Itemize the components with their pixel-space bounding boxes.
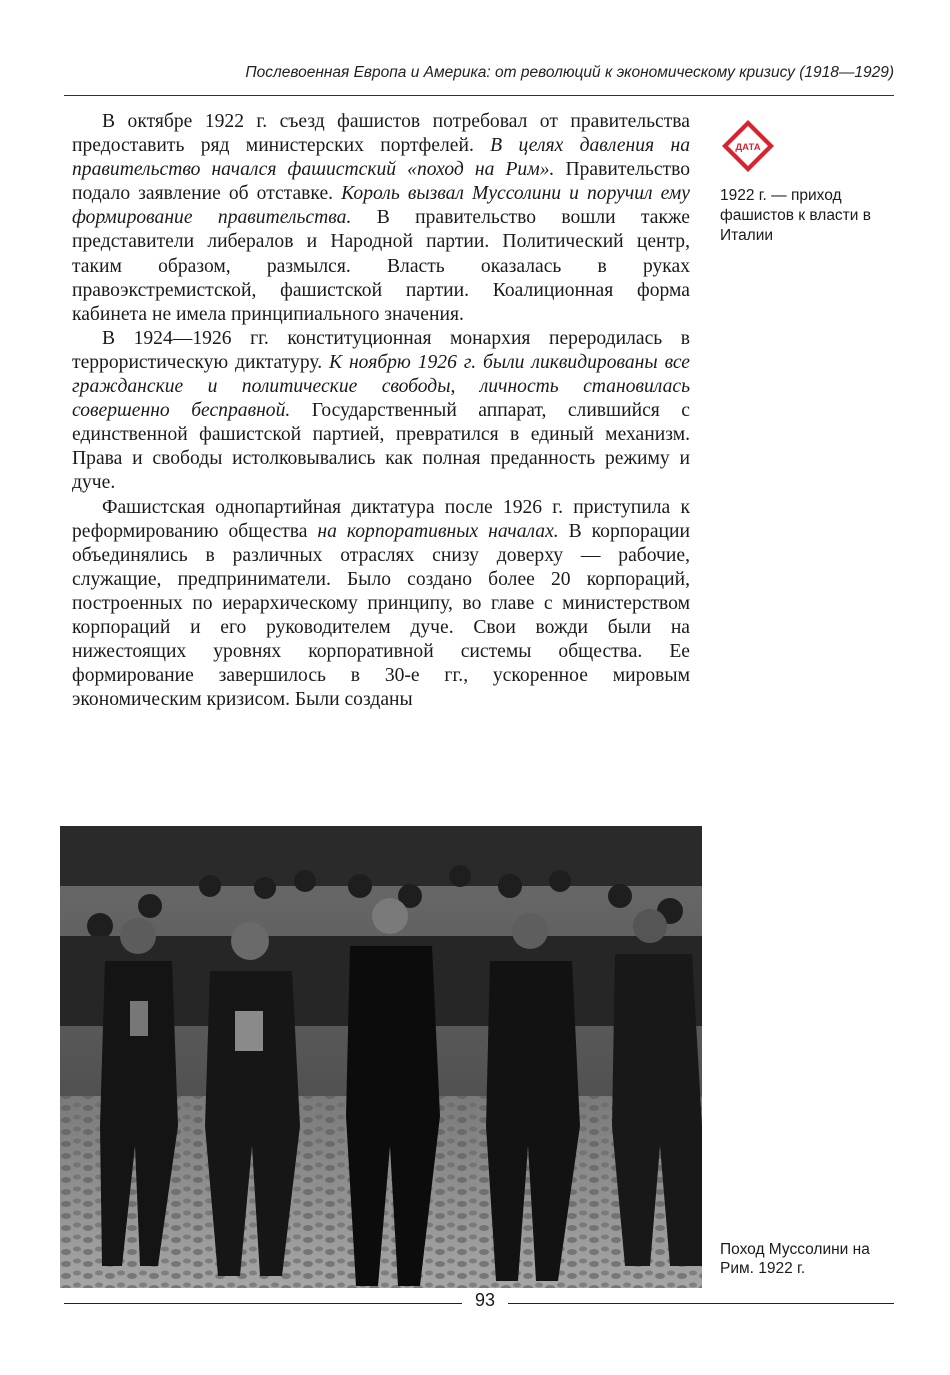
emphasis-run: К ноябрю 1926 г. были ликвидированы все гражданские и политические свободы, личность становилась совершенно бесправной. — [72, 351, 690, 422]
text-run: В правительство вошли также представители либералов и Народной партии. Политический центр, таким образом, размылся. Власть оказалась в руках правоэкстремистской, фашистской партии. Коалиционная форма кабинета не имела принципиального значения. — [72, 207, 691, 325]
header-rule — [64, 95, 894, 96]
text-run: Государственный аппарат, слившийся с единственной фашистской партией, превратился в единый механизм. Права и свободы истолковывались как полная преданность режиму и дуче. — [72, 400, 690, 494]
text-run: В 1924—1926 гг. конституционная монархия переродилась в террористическую диктатуру. — [72, 327, 690, 373]
footer-rule-right — [508, 1303, 894, 1304]
emphasis-run: Король вызвал Муссолини и поручил ему формирование правительства. — [72, 183, 690, 229]
page-number: 93 — [474, 1290, 496, 1310]
text-run: В корпорации объединялись в различных отраслях снизу доверху — рабочие, служащие, предприниматели. Было создано более 20 корпораций, построенных по иерархическому принципу, во главе с министерством корпораций и его руководителем дуче. Свои вожди были на нижестоящих уровнях корпоративной системы общества. Ее формирование завершилось в 30-е гг., ускоренное мировым экономическим кризисом. Были созданы — [72, 520, 690, 711]
footer-rule-left — [64, 1303, 462, 1304]
main-text-column — [72, 110, 690, 712]
emphasis-run: В целях давления на правительство начался фашистский «поход на Рим». — [72, 135, 690, 181]
photo-caption: Поход Муссолини на Рим. 1922 г. — [720, 1241, 870, 1277]
text-run: Правительство подало заявление об отставке. — [72, 159, 690, 205]
paragraph-3 — [72, 496, 690, 713]
emphasis-run: на корпоративных началах. — [317, 520, 559, 542]
photo-buildings — [60, 826, 702, 886]
march-on-rome-photo — [60, 826, 702, 1288]
text-run: Фашистская однопартийная диктатура после 1926 г. приступила к реформированию общества — [72, 496, 690, 542]
paragraph-1 — [72, 110, 690, 327]
date-badge-icon — [720, 118, 776, 174]
badge-label: ДАТА — [735, 142, 761, 153]
running-title: Послевоенная Европа и Америка: от революций к экономическому кризису (1918—1929) — [245, 64, 894, 81]
paragraph-2 — [72, 327, 690, 496]
date-note: 1922 г. — приход фашистов к власти в Италии — [720, 187, 871, 244]
text-run: В октябре 1922 г. съезд фашистов потребовал от правительства предоставить ряд министерских портфелей. — [72, 111, 690, 157]
